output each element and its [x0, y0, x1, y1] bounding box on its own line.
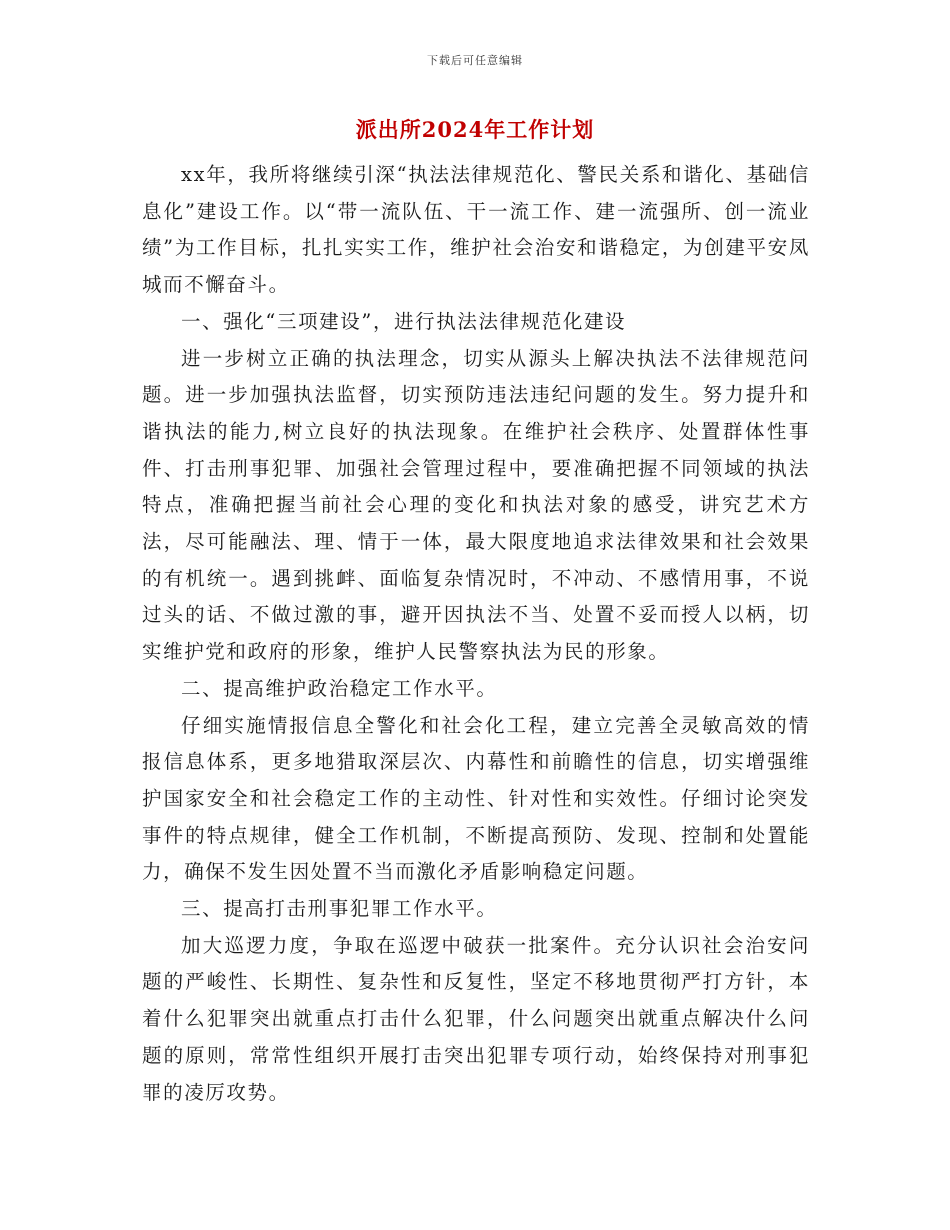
section-heading-1: 一、强化“三项建设”，进行执法法律规范化建设: [181, 309, 627, 333]
section-paragraph-1: 进一步树立正确的执法理念，切实从源头上解决执法不法律规范问题。进一步加强执法监督，切实预防违法违纪问题的发生。努力提升和谐执法的能力,树立良好的执法现象。在维护社会秩序、处置群体性事件、打击刑事犯罪、加强社会管理过程中，要准确把握不同领域的执法特点，准确把握当前社会心理的变化和执法对象的感受，讲究艺术方法，尽可能融法、理、情于一体，最大限度地追求法律效果和社会效果的有机统一。遇到挑衅、面临复杂情况时，不冲动、不感情用事，不说过头的话、不做过激的事，避开因执法不当、处置不妥而授人以柄，切实维护党和政府的形象，维护人民警察执法为民的形象。: [142, 346, 810, 664]
page-header-note: 下载后可任意编辑: [427, 54, 523, 67]
section-heading-2: 二、提高维护政治稳定工作水平。: [181, 676, 498, 700]
section-heading-3: 三、提高打击刑事犯罪工作水平。: [181, 897, 498, 921]
section-paragraph-3: 加大巡逻力度，争取在巡逻中破获一批案件。充分认识社会治安问题的严峻性、长期性、复杂性和反复性，坚定不移地贯彻严打方针，本着什么犯罪突出就重点打击什么犯罪，什么问题突出就重点解决什么问题的原则，常常性组织开展打击突出犯罪专项行动，始终保持对刑事犯罪的凌厉攻势。: [142, 933, 810, 1104]
intro-paragraph: xx年，我所将继续引深“执法法律规范化、警民关系和谐化、基础信息化”建设工作。以“带一流队伍、干一流工作、建一流强所、创一流业绩”为工作目标，扎扎实实工作，维护社会治安和谐稳定，为创建平安凤城而不懈奋斗。: [142, 163, 810, 297]
section-paragraph-2: 仔细实施情报信息全警化和社会化工程，建立完善全灵敏高效的情报信息体系，更多地猎取深层次、内幕性和前瞻性的信息，切实增强维护国家安全和社会稳定工作的主动性、针对性和实效性。仔细讨论突发事件的特点规律，健全工作机制，不断提高预防、发现、控制和处置能力，确保不发生因处置不当而激化矛盾影响稳定问题。: [142, 713, 810, 884]
document-title: 派出所2024年工作计划: [355, 117, 595, 142]
document-body: [142, 157, 810, 1111]
